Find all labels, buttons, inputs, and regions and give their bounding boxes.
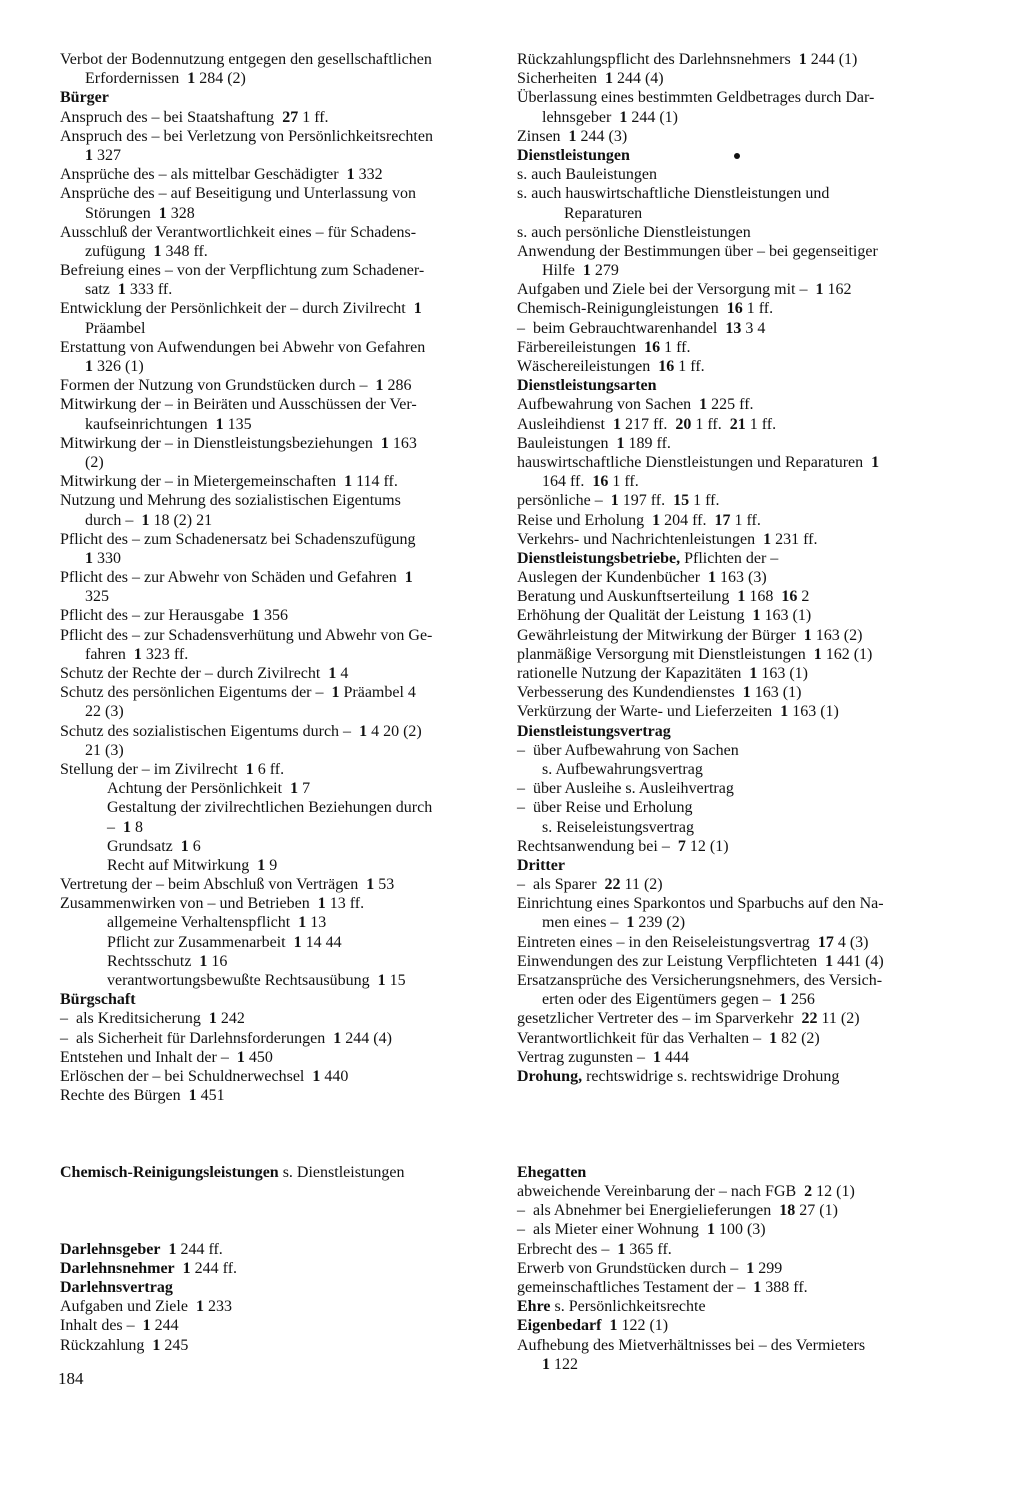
- index-line: Pflicht des – zum Schadenersatz bei Schadenszufügung: [60, 530, 416, 548]
- index-line: hauswirtschaftliche Dienstleistungen und Reparaturen 1: [517, 453, 880, 471]
- index-line: Beratung und Auskunftserteilung 1 168 16 2: [517, 588, 810, 606]
- index-line: 1 327: [85, 146, 121, 164]
- index-line: Erhöhung der Qualität der Leistung 1 163 (1): [517, 607, 812, 625]
- index-line: Auslegen der Kundenbücher 1 163 (3): [517, 569, 767, 587]
- index-line: satz 1 333 ff.: [85, 281, 173, 299]
- page-number: 184: [58, 1369, 84, 1388]
- spacer: [60, 1144, 495, 1163]
- index-line: Einwendungen des zur Leistung Verpflichteten 1 441 (4): [517, 952, 884, 970]
- spacer: [517, 1144, 952, 1163]
- index-line: – über Reise und Erholung: [517, 799, 693, 817]
- index-line: – als Sparer 22 11 (2): [517, 876, 663, 894]
- index-line: allgemeine Verhaltenspflicht 1 13: [107, 914, 327, 932]
- index-line: Eintreten eines – in den Reiseleistungsvertrag 17 4 (3): [517, 933, 869, 951]
- index-line: (2): [85, 453, 104, 471]
- index-line: Chemisch-Reinigungleistungen 16 1 ff.: [517, 300, 774, 318]
- index-line: Drohung, rechtswidrige s. rechtswidrige Drohung: [517, 1067, 840, 1085]
- spacer: [60, 1220, 495, 1239]
- index-line: Rückzahlungspflicht des Darlehnsnehmers 1 244 (1): [517, 51, 858, 68]
- index-line: Verbesserung des Kundendienstes 1 163 (1): [517, 684, 802, 702]
- index-line: Störungen 1 328: [85, 204, 195, 222]
- index-line: Aufhebung des Mietverhältnisses bei – des Vermieters: [517, 1336, 866, 1354]
- index-line: s. Aufbewahrungsvertrag: [542, 760, 703, 778]
- index-line: zufügung 1 348 ff.: [85, 242, 208, 260]
- index-line: Rechte des Bürgen 1 451: [60, 1087, 225, 1105]
- index-line: Formen der Nutzung von Grundstücken durch – 1 286: [60, 377, 412, 395]
- index-line: Darlehnsnehmer 1 244 ff.: [60, 1259, 238, 1277]
- index-line: Zinsen 1 244 (3): [517, 127, 628, 145]
- index-line: Pflicht des – zur Herausgabe 1 356: [60, 607, 288, 625]
- index-line: s. auch Bauleistungen: [517, 166, 657, 184]
- index-line: Mitwirkung der – in Dienstleistungsbeziehungen 1 163: [60, 434, 417, 452]
- index-line: verantwortungsbewußte Rechtsausübung 1 15: [107, 972, 406, 989]
- index-line: Verantwortlichkeit für das Verhalten – 1 82 (2): [517, 1029, 820, 1047]
- index-line: Pflicht zur Zusammenarbeit 1 14 44: [107, 933, 342, 951]
- index-line: Ansprüche des – auf Beseitigung und Unterlassung von: [60, 185, 416, 203]
- index-line: Erlöschen der – bei Schuldnerwechsel 1 440: [60, 1067, 349, 1085]
- index-line: 1 326 (1): [85, 358, 144, 375]
- index-line: Reise und Erholung 1 204 ff. 17 1 ff.: [517, 511, 761, 529]
- index-line: Bauleistungen 1 189 ff.: [517, 434, 671, 452]
- index-line: Bürger: [60, 89, 109, 107]
- index-line: Überlassung eines bestimmten Geldbetrages durch Dar-: [517, 89, 875, 107]
- index-line: Gestaltung der zivilrechtlichen Beziehungen durch: [107, 799, 433, 817]
- index-line: Aufgaben und Ziele 1 233: [60, 1298, 232, 1316]
- index-line: 21 (3): [85, 741, 124, 759]
- index-line: Darlehnsvertrag: [60, 1279, 173, 1296]
- index-line: Aufgaben und Ziele bei der Versorgung mit – 1 162: [517, 281, 852, 299]
- index-line: durch – 1 18 (2) 21: [85, 511, 213, 529]
- index-line: Mitwirkung der – in Mietergemeinschaften 1 114 ff.: [60, 473, 398, 491]
- index-line: 22 (3): [85, 703, 124, 721]
- index-line: Achtung der Persönlichkeit 1 7: [107, 780, 311, 798]
- index-line: Vertretung der – beim Abschluß von Verträgen 1 53: [60, 876, 395, 894]
- index-line: Einrichtung eines Sparkontos und Sparbuchs auf den Na-: [517, 895, 884, 913]
- index-line: Mitwirkung der – in Beiräten und Ausschüssen der Ver-: [60, 396, 417, 414]
- index-line: Erwerb von Grundstücken durch – 1 299: [517, 1259, 783, 1277]
- index-column-left: [60, 50, 495, 1355]
- index-line: Dienstleistungsbetriebe, Pflichten der –: [517, 549, 779, 567]
- index-line: s. Reiseleistungsvertrag: [542, 818, 694, 836]
- index-line: Vertrag zugunsten – 1 444: [517, 1048, 689, 1066]
- index-line: Rückzahlung 1 245: [60, 1336, 189, 1354]
- index-line: Erstattung von Aufwendungen bei Abwehr von Gefahren: [60, 338, 426, 356]
- index-line: Ausleihdienst 1 217 ff. 20 1 ff. 21 1 ff.: [517, 415, 777, 433]
- index-line: Ehre s. Persönlichkeitsrechte: [517, 1298, 706, 1316]
- spacer: [60, 1125, 495, 1144]
- index-line: Verkürzung der Warte- und Lieferzeiten 1 163 (1): [517, 703, 839, 721]
- index-line: gesetzlicher Vertreter des – im Sparverkehr 22 11 (2): [517, 1010, 860, 1028]
- index-line: Stellung der – im Zivilrecht 1 6 ff.: [60, 760, 285, 778]
- spacer: [60, 1201, 495, 1220]
- index-line: Hilfe 1 279: [542, 262, 619, 280]
- index-line: abweichende Vereinbarung der – nach FGB 2 12 (1): [517, 1183, 855, 1201]
- index-line: gemeinschaftliches Testament der – 1 388 ff.: [517, 1279, 808, 1296]
- index-column-right: [517, 50, 952, 1374]
- index-line: Erfordernissen 1 284 (2): [85, 70, 246, 88]
- index-line: Ausschluß der Verantwortlichkeit eines – für Schadens-: [60, 223, 417, 241]
- index-line: planmäßige Versorgung mit Dienstleistungen 1 162 (1): [517, 645, 873, 663]
- index-line: – als Sicherheit für Darlehnsforderungen 1 244 (4): [60, 1029, 392, 1047]
- index-line: fahren 1 323 ff.: [85, 645, 189, 663]
- index-line: Reparaturen: [564, 204, 643, 222]
- index-line: Ehegatten: [517, 1163, 587, 1181]
- index-line: rationelle Nutzung der Kapazitäten 1 163 (1): [517, 665, 808, 682]
- spacer: [517, 1105, 952, 1124]
- index-line: erten oder des Eigentümers gegen – 1 256: [542, 991, 815, 1009]
- index-line: Befreiung eines – von der Verpflichtung zum Schadener-: [60, 262, 425, 280]
- index-line: – als Kreditsicherung 1 242: [60, 1010, 245, 1028]
- spacer: [517, 1086, 952, 1105]
- index-line: Recht auf Mitwirkung 1 9: [107, 856, 278, 874]
- index-line: Anwendung der Bestimmungen über – bei gegenseitiger: [517, 242, 878, 260]
- index-line: lehnsgeber 1 244 (1): [542, 108, 678, 126]
- index-line: Grundsatz 1 6: [107, 837, 201, 855]
- spacer: [517, 1125, 952, 1144]
- index-line: – als Mieter einer Wohnung 1 100 (3): [517, 1221, 766, 1239]
- index-line: Präambel: [85, 319, 146, 337]
- index-line: Ansprüche des – als mittelbar Geschädigter 1 332: [60, 166, 383, 184]
- index-line: Zusammenwirken von – und Betrieben 1 13 ff.: [60, 895, 365, 913]
- index-line: s. auch hauswirtschaftliche Dienstleistungen und: [517, 185, 830, 203]
- index-line: 1 122: [542, 1355, 578, 1373]
- spacer: [60, 1105, 495, 1124]
- index-line: – beim Gebrauchtwarenhandel 13 3 4: [517, 319, 766, 337]
- index-line: men eines – 1 239 (2): [542, 914, 686, 932]
- index-line: Pflicht des – zur Schadensverhütung und Abwehr von Ge-: [60, 626, 433, 644]
- index-line: Verbot der Bodennutzung entgegen den gesellschaftlichen: [60, 51, 432, 68]
- index-line: Schutz des persönlichen Eigentums der – 1 Präambel 4: [60, 684, 416, 702]
- index-line: Nutzung und Mehrung des sozialistischen Eigentums: [60, 492, 401, 510]
- index-line: Erbrecht des – 1 365 ff.: [517, 1240, 672, 1258]
- index-line: Anspruch des – bei Staatshaftung 27 1 ff.: [60, 108, 329, 126]
- index-line: 1 330: [85, 549, 121, 567]
- index-line: Färbereileistungen 16 1 ff.: [517, 338, 691, 356]
- index-line: Rechtsanwendung bei – 7 12 (1): [517, 837, 729, 855]
- index-line: Entstehen und Inhalt der – 1 450: [60, 1048, 273, 1066]
- index-line: persönliche – 1 197 ff. 15 1 ff.: [517, 492, 720, 510]
- index-line: Inhalt des – 1 244: [60, 1317, 179, 1335]
- index-line: s. auch persönliche Dienstleistungen: [517, 223, 751, 241]
- index-line: 164 ff. 16 1 ff.: [542, 473, 639, 491]
- index-line: Wäschereileistungen 16 1 ff.: [517, 358, 705, 375]
- index-line: – als Abnehmer bei Energielieferungen 18 27 (1): [517, 1202, 838, 1220]
- index-line: Aufbewahrung von Sachen 1 225 ff.: [517, 396, 754, 414]
- index-line: Dritter: [517, 856, 565, 874]
- index-line: Sicherheiten 1 244 (4): [517, 70, 664, 88]
- index-line: Verkehrs- und Nachrichtenleistungen 1 231 ff.: [517, 530, 818, 548]
- index-line: Entwicklung der Persönlichkeit der – durch Zivilrecht 1: [60, 300, 422, 318]
- index-line: Chemisch-Reinigungsleistungen s. Dienstleistungen: [60, 1163, 405, 1181]
- index-line: Schutz des sozialistischen Eigentums durch – 1 4 20 (2): [60, 722, 422, 740]
- index-line: – über Aufbewahrung von Sachen: [517, 741, 739, 759]
- index-line: kaufseinrichtungen 1 135: [85, 415, 252, 433]
- spacer: [60, 1182, 495, 1201]
- index-line: Dienstleistungen: [517, 146, 630, 164]
- index-line: Pflicht des – zur Abwehr von Schäden und Gefahren 1: [60, 569, 413, 587]
- index-line: Anspruch des – bei Verletzung von Persönlichkeitsrechten: [60, 127, 433, 145]
- index-line: Ersatzansprüche des Versicherungsnehmers, des Versich-: [517, 972, 883, 989]
- index-line: Eigenbedarf 1 122 (1): [517, 1317, 669, 1335]
- index-line: Gewährleistung der Mitwirkung der Bürger 1 163 (2): [517, 626, 863, 644]
- index-line: – über Ausleihe s. Ausleihvertrag: [517, 780, 734, 798]
- index-line: Schutz der Rechte der – durch Zivilrecht 1 4: [60, 665, 349, 682]
- index-line: Rechtsschutz 1 16: [107, 952, 228, 970]
- index-line: Bürgschaft: [60, 991, 136, 1009]
- index-line: Dienstleistungsarten: [517, 377, 657, 395]
- index-line: 325: [85, 588, 109, 606]
- index-line: – 1 8: [107, 818, 143, 836]
- index-line: Dienstleistungsvertrag: [517, 722, 671, 740]
- ink-speck: [734, 153, 740, 159]
- index-line: Darlehnsgeber 1 244 ff.: [60, 1240, 223, 1258]
